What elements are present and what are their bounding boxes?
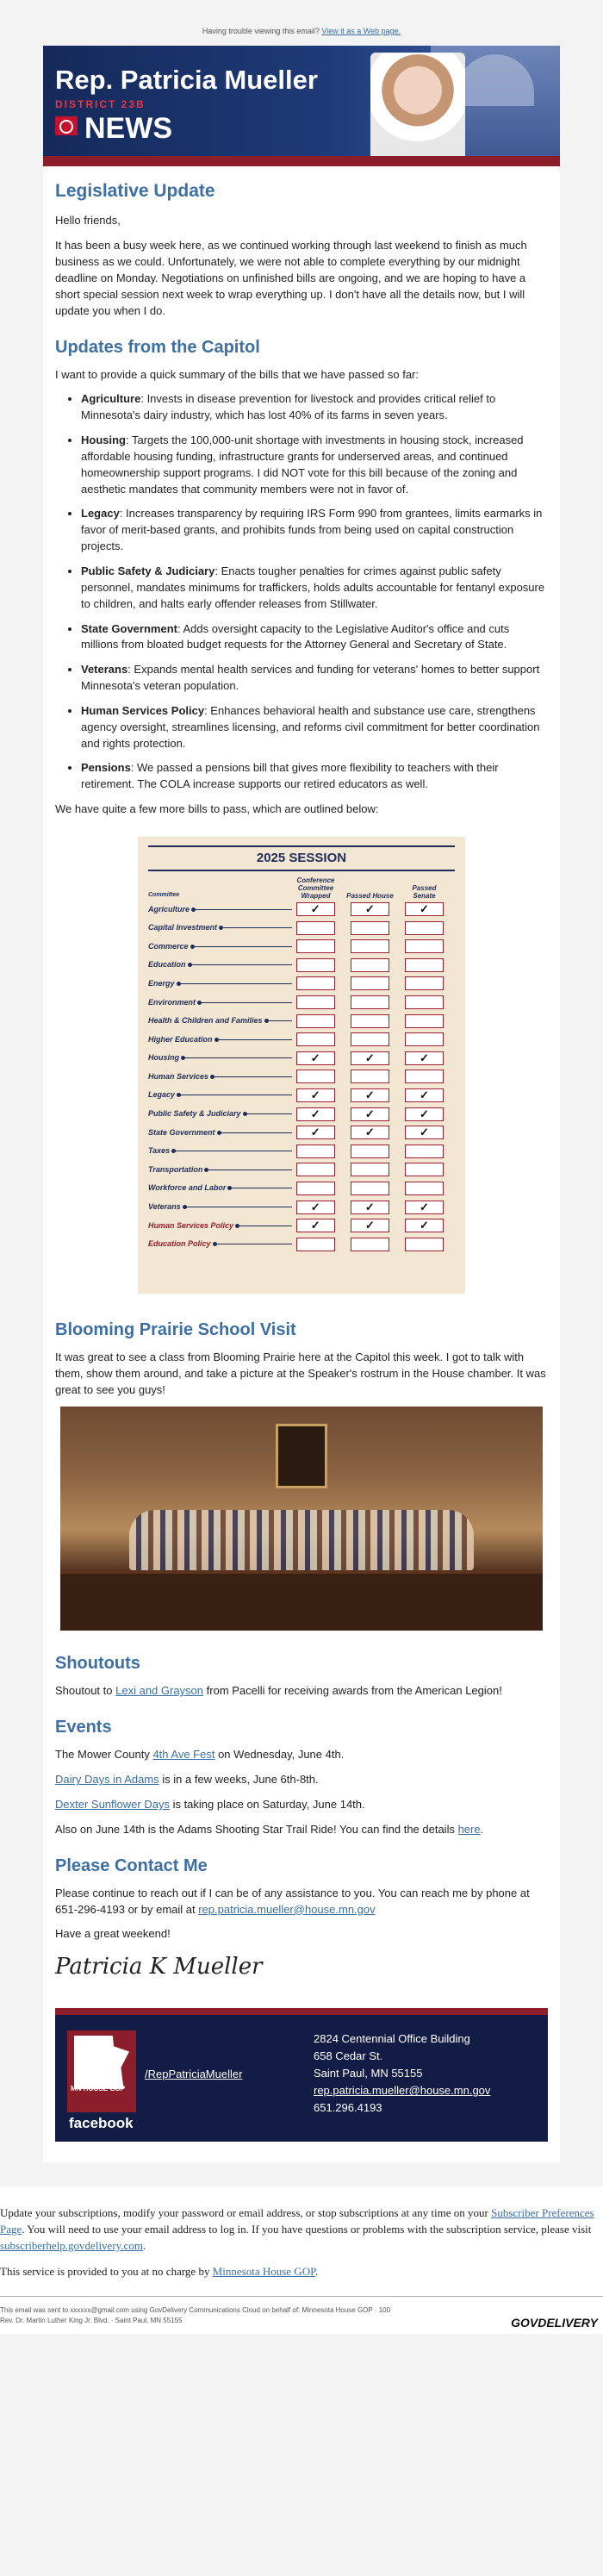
status-checkbox: ✓ xyxy=(405,1088,444,1102)
status-checkbox xyxy=(296,1145,335,1158)
chart-row xyxy=(148,1123,455,1142)
bill-description: : We passed a pensions bill that gives more flexibility to teachers with their retirement. The COLA increase supports our retired educators as well. xyxy=(81,761,499,791)
email-body xyxy=(43,46,560,2162)
chart-row xyxy=(148,1161,455,1180)
status-checkbox: ✓ xyxy=(351,1126,389,1139)
leader-line xyxy=(212,1076,292,1077)
status-checkbox: ✓ xyxy=(296,1088,335,1102)
bill-title: Public Safety & Judiciary xyxy=(81,564,215,577)
student-group xyxy=(129,1510,474,1570)
bill-title: Pensions xyxy=(81,761,131,775)
status-checkbox xyxy=(405,1182,444,1195)
bill-description: : Enhances behavioral health and substance use care, strengthens agency oversight, streamlines licensing, and reforms civil commitment for better coordination and rights protection. xyxy=(81,703,540,750)
event-sunflower-days: Dexter Sunflower Days is taking place on Saturday, June 14th. xyxy=(55,1798,365,1812)
committee-label xyxy=(148,1089,292,1101)
school-visit-heading: Blooming Prairie School Visit xyxy=(55,1319,296,1339)
class-photo xyxy=(60,1407,543,1631)
capitol-updates-heading: Updates from the Capitol xyxy=(55,337,260,357)
divider xyxy=(0,2296,603,2297)
status-checkbox: ✓ xyxy=(296,1051,335,1065)
leader-line xyxy=(199,1002,292,1003)
status-checkbox xyxy=(351,1182,389,1195)
govdelivery-logo[interactable]: GOVDELIVERY xyxy=(511,2316,598,2330)
committee-name: Agriculture xyxy=(148,904,190,914)
chart-row xyxy=(148,956,455,975)
bill-description: : Invests in disease prevention for livestock and provides critical relief to Minnesota's dairy industry, which has lost 40% of its farms in seven years. xyxy=(81,392,496,422)
event-sunflower-link[interactable]: Dexter Sunflower Days xyxy=(55,1798,170,1812)
committee-label xyxy=(148,1164,292,1176)
committee-label xyxy=(148,978,292,989)
speaker-rostrum xyxy=(60,1570,543,1631)
capitol-lead: I want to provide a quick summary of the bills that we have passed so far: xyxy=(55,367,419,381)
status-checkbox xyxy=(296,921,335,935)
chart-row xyxy=(148,937,455,956)
bill-summary-item xyxy=(81,564,548,613)
footer-email-link[interactable]: rep.patricia.mueller@house.mn.gov xyxy=(314,2084,491,2098)
status-checkbox xyxy=(405,921,444,935)
status-checkbox xyxy=(405,958,444,972)
facebook-label[interactable]: facebook xyxy=(69,2114,134,2131)
committee-name: Taxes xyxy=(148,1146,171,1156)
bill-title: Human Services Policy xyxy=(81,703,205,717)
bill-summary-item xyxy=(81,662,548,695)
committee-label xyxy=(148,904,292,915)
status-checkbox: ✓ xyxy=(405,1219,444,1232)
bill-title: Agriculture xyxy=(81,392,141,406)
bill-summary-item xyxy=(81,391,548,424)
bill-summary-item xyxy=(81,621,548,654)
status-checkbox xyxy=(296,1014,335,1028)
leader-line xyxy=(216,1039,292,1040)
committee-label xyxy=(148,1052,292,1063)
bill-summary-list xyxy=(81,391,548,793)
status-checkbox: ✓ xyxy=(296,902,335,916)
bill-description: : Targets the 100,000-unit shortage with investments in housing stock, increased affordable housing funding, infrastructure grants for underserved areas, and continued homeownership support programs. I did NOT vote for this bill because of the zoning and aesthetic mandates that community members were not in favor of. xyxy=(81,433,524,496)
status-checkbox xyxy=(351,1163,389,1176)
status-checkbox xyxy=(405,1070,444,1083)
bill-title: Legacy xyxy=(81,507,120,521)
web-view-link[interactable]: View it as a Web page. xyxy=(321,27,401,35)
status-checkbox: ✓ xyxy=(405,1107,444,1121)
footer-phone: 651.296.4193 xyxy=(314,2101,382,2115)
status-checkbox: ✓ xyxy=(405,1051,444,1065)
shoutouts-heading: Shoutouts xyxy=(55,1654,140,1674)
event-dairy-days-link[interactable]: Dairy Days in Adams xyxy=(55,1773,159,1787)
chart-row xyxy=(148,1179,455,1198)
committee-name: Transportation xyxy=(148,1164,203,1174)
office-address xyxy=(314,2030,490,2118)
address-line-1: 2824 Centennial Office Building xyxy=(314,2031,470,2045)
status-checkbox xyxy=(351,1032,389,1046)
status-checkbox: ✓ xyxy=(351,1051,389,1065)
leader-line xyxy=(193,909,292,910)
status-checkbox xyxy=(351,995,389,1009)
chart-row xyxy=(148,1012,455,1031)
address-line-3: Saint Paul, MN 55155 xyxy=(314,2067,423,2080)
web-view-note-text: Having trouble viewing this email? xyxy=(202,27,320,35)
footer-block xyxy=(55,2008,548,2142)
committee-label xyxy=(148,959,292,970)
status-checkbox xyxy=(351,958,389,972)
shoutouts-text: Shoutout to Lexi and Grayson from Pacelli for receiving awards from the American Legion! xyxy=(55,1684,502,1698)
status-checkbox xyxy=(296,958,335,972)
status-checkbox xyxy=(351,1014,389,1028)
chart-row xyxy=(148,1198,455,1217)
chart-row xyxy=(148,919,455,938)
banner-district: DISTRICT 23B xyxy=(55,98,146,111)
committee-name: Human Services Policy xyxy=(148,1220,234,1230)
status-checkbox xyxy=(405,1238,444,1251)
committee-name: Environment xyxy=(148,997,196,1007)
committee-label xyxy=(148,1182,292,1194)
status-checkbox: ✓ xyxy=(405,902,444,916)
bill-description: : Increases transparency by requiring IRS Form 990 from grantees, limits earmarks in favor of merit-based grants, and prohibits funds from being used on capital construction projects. xyxy=(81,507,543,553)
status-checkbox: ✓ xyxy=(351,1219,389,1232)
status-checkbox xyxy=(405,1014,444,1028)
event-trail-ride-link[interactable]: here xyxy=(457,1822,481,1836)
status-checkbox xyxy=(351,939,389,953)
chart-row xyxy=(148,1086,455,1105)
bill-description: : Adds oversight capacity to the Legislative Auditor's office and cuts millions from bloated budget requests for the Attorney General and Secretary of State. xyxy=(81,621,510,652)
subscription-text: Update your subscriptions, modify your password or email address, or stop subscriptions at any time on your Subscriber Preferences Page. You will need to use your email address to log in. If you have questions or problems with the subscription service, please visit subscriberhelp.govdelivery.com. xyxy=(0,2205,594,2252)
subscriber-help-link[interactable]: subscriberhelp.govdelivery.com xyxy=(0,2238,143,2252)
status-checkbox xyxy=(405,995,444,1009)
status-checkbox xyxy=(405,976,444,990)
committee-label xyxy=(148,1201,292,1213)
leader-line xyxy=(266,1020,292,1021)
committee-label xyxy=(148,1220,292,1232)
status-checkbox xyxy=(296,976,335,990)
chart-row xyxy=(148,1216,455,1235)
event-trail-ride: Also on June 14th is the Adams Shooting Star Trail Ride! You can find the details here. xyxy=(55,1822,484,1836)
weekend-text: Have a great weekend! xyxy=(55,1927,171,1941)
status-checkbox xyxy=(351,1070,389,1083)
status-checkbox: ✓ xyxy=(296,1201,335,1214)
committee-label xyxy=(148,1127,292,1138)
chart-row xyxy=(148,993,455,1012)
committee-name: Health & Children and Families xyxy=(148,1016,263,1026)
status-checkbox xyxy=(351,976,389,990)
status-checkbox: ✓ xyxy=(296,1107,335,1121)
legislative-update-heading: Legislative Update xyxy=(55,181,215,202)
chart-rows xyxy=(148,900,455,1253)
more-bills-text: We have quite a few more bills to pass, which are outlined below: xyxy=(55,802,379,816)
status-checkbox xyxy=(405,1145,444,1158)
status-checkbox xyxy=(351,921,389,935)
status-checkbox: ✓ xyxy=(351,1107,389,1121)
chart-row xyxy=(148,1142,455,1161)
status-checkbox xyxy=(296,1070,335,1083)
status-checkbox xyxy=(296,1163,335,1176)
committee-label xyxy=(148,1015,292,1026)
subscriber-preferences-link[interactable]: Subscriber Preferences Page xyxy=(0,2205,594,2236)
banner-news: NEWS xyxy=(84,112,172,146)
chamber-portrait xyxy=(276,1424,327,1488)
leader-line xyxy=(206,1169,291,1170)
committee-name: Human Services xyxy=(148,1071,209,1081)
event-dairy-days: Dairy Days in Adams is in a few weeks, June 6th-8th. xyxy=(55,1773,319,1787)
bill-description: : Expands mental health services and funding for veterans' homes to better support Minnesota's veteran population. xyxy=(81,663,540,693)
chart-row xyxy=(148,900,455,919)
chart-col-conference: Conference Committee Wrapped xyxy=(296,876,335,901)
service-text: This service is provided to you at no charge by Minnesota House GOP. xyxy=(0,2265,319,2279)
status-checkbox xyxy=(351,1145,389,1158)
chart-row xyxy=(148,1068,455,1087)
committee-name: Capital Investment xyxy=(148,923,218,932)
status-checkbox xyxy=(296,1238,335,1251)
bill-summary-item xyxy=(81,433,548,497)
contact-email-link[interactable]: rep.patricia.mueller@house.mn.gov xyxy=(198,1902,376,1916)
committee-label xyxy=(148,1145,292,1157)
committee-name: State Government xyxy=(148,1127,215,1137)
chart-committees-label: Committee xyxy=(148,892,180,899)
leader-line xyxy=(192,946,292,947)
leader-line xyxy=(219,1132,292,1133)
status-checkbox xyxy=(296,1182,335,1195)
subscription-footer xyxy=(0,2186,603,2335)
committee-name: Higher Education xyxy=(148,1034,213,1044)
shoutout-link[interactable]: Lexi and Grayson xyxy=(115,1684,204,1698)
address-line-2: 658 Cedar St. xyxy=(314,2049,383,2063)
mn-house-gop-logo[interactable] xyxy=(67,2030,136,2112)
leader-line xyxy=(178,983,292,984)
committee-label xyxy=(148,1034,292,1045)
leader-line xyxy=(183,1057,292,1058)
committee-name: Housing xyxy=(148,1053,179,1063)
chart-row xyxy=(148,1049,455,1068)
status-checkbox: ✓ xyxy=(405,1201,444,1214)
school-visit-text: It was great to see a class from Blooming Prairie here at the Capitol this week. I got to talk with them, show them around, and take a picture at the Speaker's rostrum in the House chamber. It was great to see you guys! xyxy=(55,1350,546,1396)
sender-info xyxy=(0,2305,603,2330)
status-checkbox xyxy=(296,1032,335,1046)
chart-col-senate: Passed Senate xyxy=(412,883,437,901)
committee-name: Education Policy xyxy=(148,1239,211,1249)
bill-title: State Government xyxy=(81,621,177,635)
chart-row xyxy=(148,1030,455,1049)
status-checkbox: ✓ xyxy=(351,1088,389,1102)
status-checkbox xyxy=(296,939,335,953)
committee-name: Legacy xyxy=(148,1090,176,1100)
sender-line-1: This email was sent to xxxxxx@gmail.com using GovDelivery Communications Cloud on behalf of: Minnesota House GOP · 100 xyxy=(0,2306,391,2315)
bill-summary-item xyxy=(81,703,548,752)
status-checkbox xyxy=(405,939,444,953)
committee-label xyxy=(148,1071,292,1082)
committee-name: Veterans xyxy=(148,1202,181,1212)
committee-label xyxy=(148,1108,292,1120)
bill-title: Veterans xyxy=(81,663,128,677)
status-checkbox xyxy=(405,1163,444,1176)
events-heading: Events xyxy=(55,1718,112,1737)
event-4th-ave: The Mower County 4th Ave Fest on Wednesday, June 4th. xyxy=(55,1748,345,1762)
bill-summary-item xyxy=(81,506,548,555)
bill-title: Housing xyxy=(81,433,126,447)
status-checkbox: ✓ xyxy=(296,1126,335,1139)
sender-line-2: Rev. Dr. Martin Luther King Jr. Blvd. · Saint Paul, MN 55155 xyxy=(0,2316,183,2324)
committee-label xyxy=(148,941,292,952)
logo-text: MN HOUSE GOP xyxy=(71,2084,126,2093)
contact-heading: Please Contact Me xyxy=(55,1856,208,1875)
session-status-chart xyxy=(138,837,465,1294)
committee-name: Commerce xyxy=(148,941,189,951)
banner-stripe xyxy=(43,156,560,166)
status-checkbox: ✓ xyxy=(351,902,389,916)
bill-description: : Enacts tougher penalties for crimes against public safety personnel, mandates minimums for traffickers, holds adults accountable for fentanyl exposure to children, and halts early offender releases from Stillwater. xyxy=(81,564,545,610)
chart-title: 2025 SESSION xyxy=(148,845,455,871)
status-checkbox xyxy=(405,1032,444,1046)
committee-name: Workforce and Labor xyxy=(148,1183,227,1193)
committee-name: Education xyxy=(148,960,186,970)
intro-paragraph: It has been a busy week here, as we continued working through last weekend to finish as much business as we could. Unfortunately, we were not able to complete everything by our midnight deadline on Monday. Negotiations on unfinished bills are ongoing, and we are hoping to have a short special session next week to wrap everything up. I don't have all the details now, but I will update you when I do. xyxy=(55,239,527,317)
contact-text: Please continue to reach out if I can be of any assistance to you. You can reach me by phone at 651-296-4193 or by email at rep.patricia.mueller@house.mn.gov xyxy=(55,1886,530,1916)
banner-name: Rep. Patricia Mueller xyxy=(55,65,318,96)
status-checkbox: ✓ xyxy=(405,1126,444,1139)
chart-row xyxy=(148,1105,455,1124)
status-checkbox: ✓ xyxy=(296,1219,335,1232)
greeting: Hello friends, xyxy=(55,214,121,228)
bill-summary-item xyxy=(81,760,548,793)
status-checkbox xyxy=(351,1238,389,1251)
chart-header xyxy=(148,876,455,901)
header-banner xyxy=(43,46,560,166)
leader-line xyxy=(221,927,292,928)
representative-photo xyxy=(370,53,465,160)
committee-label xyxy=(148,997,292,1008)
signature: Patricia K Mueller xyxy=(55,1954,263,1980)
event-4th-ave-link[interactable]: 4th Ave Fest xyxy=(152,1748,215,1762)
chart-row xyxy=(148,975,455,994)
committee-label xyxy=(148,922,292,933)
committee-name: Public Safety & Judiciary xyxy=(148,1109,241,1119)
leader-line xyxy=(245,1113,292,1114)
minnesota-map-icon xyxy=(74,2036,129,2089)
status-checkbox xyxy=(296,995,335,1009)
leader-line xyxy=(190,964,292,965)
chart-row xyxy=(148,1235,455,1254)
committee-label xyxy=(148,1238,292,1250)
status-checkbox: ✓ xyxy=(351,1201,389,1214)
facebook-handle-link[interactable]: /RepPatriciaMueller xyxy=(145,2067,243,2080)
committee-name: Energy xyxy=(148,978,175,988)
web-view-note xyxy=(0,0,603,46)
chart-col-house: Passed House xyxy=(346,892,394,901)
house-gop-link[interactable]: Minnesota House GOP xyxy=(212,2265,315,2279)
